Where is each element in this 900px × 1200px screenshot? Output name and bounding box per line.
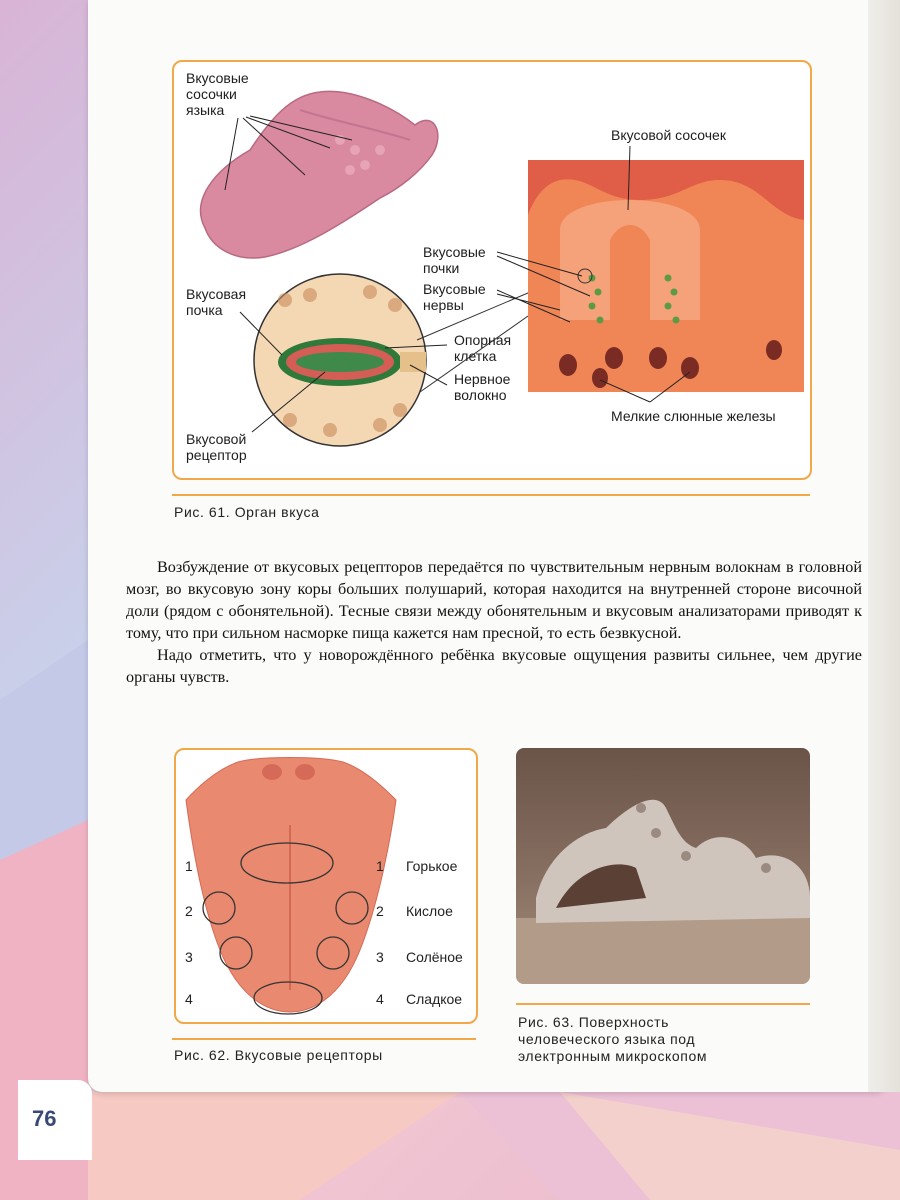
label-taste-bud: Вкусовая почка: [186, 286, 247, 318]
page-number-tab: [18, 1080, 92, 1160]
legend-number-2: 2: [376, 903, 384, 919]
figure-63-caption-line1: Рис. 63. Поверхность: [518, 1014, 670, 1030]
legend-number-4: 4: [376, 991, 384, 1007]
figure-61-caption: Рис. 61. Орган вкуса: [174, 504, 320, 520]
figure-62-rule: [172, 1038, 476, 1040]
label-support-cell: Опорная клетка: [454, 332, 512, 364]
paragraph-1: Возбуждение от вкусовых рецепторов передаётся по чувствительным нервным волокнам в головной мозг, во вкусовую зону коры больших полушарий, которая находится на внутренней стороне височной доли (рядом с обонятельной). Тесные связи между обонятельным и вкусовым анализаторами приводят к тому, что при сильном насморке пища кажется нам пресной, то есть безвкусной.: [126, 558, 862, 642]
legend-number-3: 3: [376, 949, 384, 965]
left-number-1: 1: [185, 858, 193, 874]
paragraph-2: Надо отметить, что у новорождённого ребёнка вкусовые ощущения развиты сильнее, чем другие органы чувств.: [126, 646, 862, 686]
label-taste-nerves: Вкусовые нервы: [423, 281, 486, 313]
label-glands: Мелкие слюнные железы: [611, 408, 776, 424]
label-nerve-fiber: Нервное волокно: [454, 371, 511, 403]
label-receptor: Вкусовой рецептор: [186, 431, 247, 463]
label-taste-buds: Вкусовые почки: [423, 244, 486, 276]
legend-taste-bitter: Горькое: [406, 858, 458, 874]
label-papillae-tongue: Вкусовые сосочки языка: [186, 70, 249, 118]
figure-63-caption-line3: электронным микроскопом: [518, 1048, 708, 1064]
label-papilla: Вкусовой сосочек: [611, 127, 726, 143]
left-number-2: 2: [185, 903, 193, 919]
figure-63-caption-line2: человеческого языка под: [518, 1031, 696, 1047]
left-number-4: 4: [185, 991, 193, 1007]
legend-taste-sour: Кислое: [406, 903, 453, 919]
figure-62-caption: Рис. 62. Вкусовые рецепторы: [174, 1047, 383, 1063]
legend-taste-sweet: Сладкое: [406, 991, 463, 1007]
legend-taste-salty: Солёное: [406, 949, 463, 965]
electron-micrograph: [516, 748, 810, 984]
figure-63-rule: [516, 1003, 810, 1005]
left-number-3: 3: [185, 949, 193, 965]
legend-number-1: 1: [376, 858, 384, 874]
page-number: 76: [32, 1106, 57, 1131]
